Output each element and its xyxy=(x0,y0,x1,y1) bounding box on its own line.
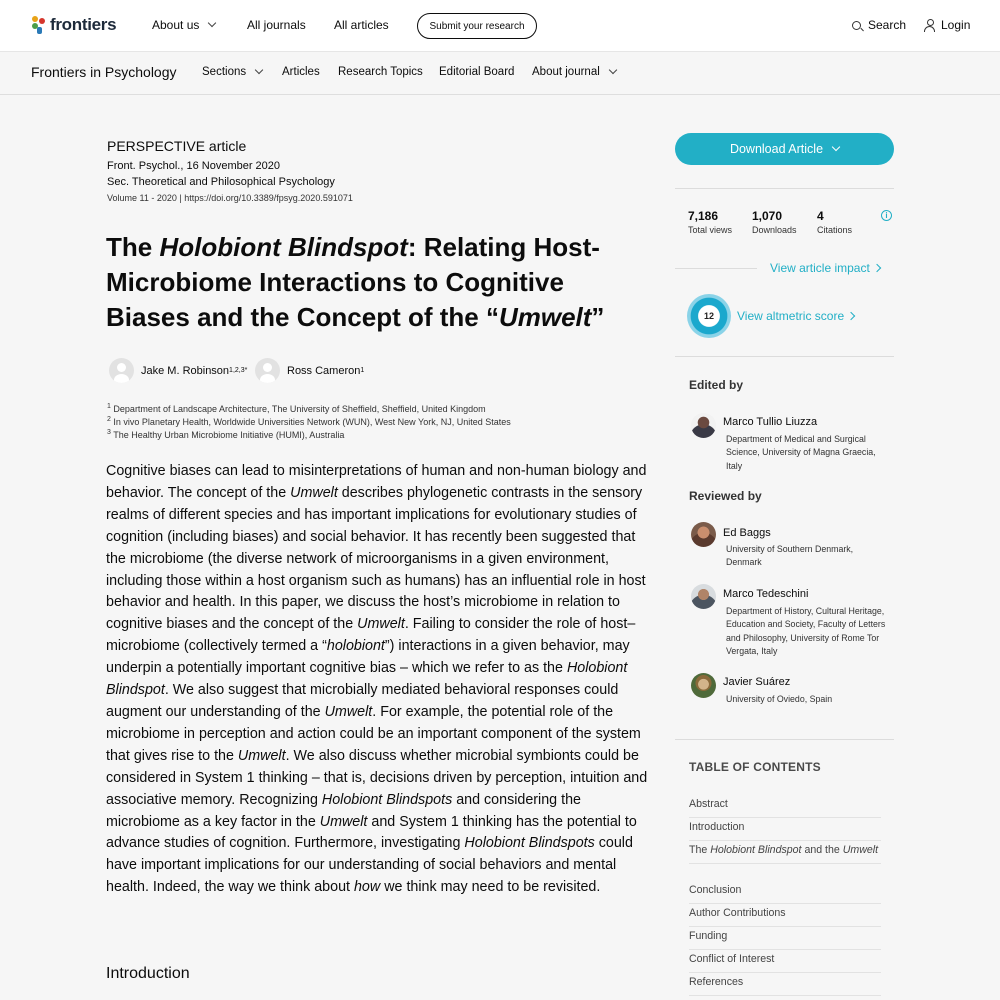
affiliation-text: The Healthy Urban Microbiome Initiative (HUMI), Australia xyxy=(113,430,345,440)
abstract-text-run: . Failing to consider the role of host–microbiome (collectively termed a “ xyxy=(106,616,636,655)
abstract-italic-run: Holobiont Blindspots xyxy=(464,835,595,852)
divider xyxy=(675,356,894,357)
toc-item-label: Author Contributions xyxy=(689,907,786,919)
toc-item-label: Funding xyxy=(689,930,728,942)
abstract-text-run: describes phylogenetic contrasts in the sensory realms of different species and has important implications for evolutionary studies of cognition (including biases) and social behavior. It has recently been suggested that the microbiome (the diverse network of microorganisms in a given environment, including those within a host organism such as humans) has an influential role in host behavior and health. In this paper, we discuss the host’s microbiome in relation to cognitive biases and the concept of the xyxy=(106,484,646,633)
toc-item[interactable] xyxy=(689,928,881,950)
journal-navigation-bar xyxy=(0,52,1000,95)
affiliation-text: In vivo Planetary Health, Worldwide Universities Network (WUN), West New York, NJ, United States xyxy=(113,417,511,427)
nav-about-us[interactable] xyxy=(152,18,215,32)
journal-nav-sections[interactable] xyxy=(202,66,262,78)
user-icon xyxy=(924,19,935,31)
abstract-italic-run: how xyxy=(353,879,381,896)
article-citation: Front. Psychol., 16 November 2020 xyxy=(107,160,281,172)
logo-text: frontiers xyxy=(50,15,117,34)
sections-label: Sections xyxy=(202,66,247,78)
stat-label: Total views xyxy=(688,225,733,235)
affiliation-number: 3 xyxy=(107,429,111,436)
impact-link-label: View article impact xyxy=(770,261,870,275)
abstract-text-run: . For example, the potential role of the microbiome in perception and action could be an important component of the system that gives rise to the xyxy=(106,703,641,764)
altmetric-link-label: View altmetric score xyxy=(737,309,845,323)
toc-item-label: Abstract xyxy=(689,798,728,810)
toc-item-label: References xyxy=(689,976,744,988)
journal-nav-about-journal[interactable] xyxy=(532,66,616,78)
chevron-right-icon xyxy=(847,312,855,320)
chevron-down-icon xyxy=(208,19,216,27)
nav-all-articles[interactable]: All articles xyxy=(334,18,389,32)
editor-affiliation: Department of Medical and Surgical Science, University of Magna Graecia, Italy xyxy=(726,434,876,471)
divider xyxy=(675,188,894,189)
stat-label: Citations xyxy=(817,225,853,235)
download-article-label: Download Article xyxy=(729,142,824,156)
chevron-down-icon xyxy=(609,66,617,74)
affiliation-1 xyxy=(107,403,486,414)
reviewer-affiliation: University of Oviedo, Spain xyxy=(726,694,833,704)
editor-name[interactable]: Marco Tullio Liuzza xyxy=(723,416,818,428)
reviewer-name[interactable]: Marco Tedeschini xyxy=(723,588,809,600)
nav-about-us-label: About us xyxy=(152,18,200,32)
stat-value: 7,186 xyxy=(688,209,719,223)
toc-item-label: Umwelt xyxy=(842,844,879,856)
section-heading-introduction: Introduction xyxy=(106,965,190,982)
abstract-italic-run: Umwelt xyxy=(319,813,368,830)
editor-avatar[interactable] xyxy=(691,413,716,438)
chevron-down-icon xyxy=(832,143,840,151)
chevron-right-icon xyxy=(873,264,881,272)
divider xyxy=(675,268,757,269)
divider xyxy=(675,739,894,740)
altmetric-badge[interactable]: 12 xyxy=(687,294,731,338)
abstract-italic-run: holobiont xyxy=(326,638,385,655)
toc-item-label: Conflict of Interest xyxy=(689,953,775,965)
toc-item-label: Holobiont Blindspot xyxy=(710,844,802,856)
search-icon xyxy=(852,21,861,30)
toc-item[interactable] xyxy=(689,796,881,818)
toc-item-label: and the xyxy=(801,844,843,856)
view-article-impact-link[interactable] xyxy=(770,261,880,275)
reviewer-avatar[interactable] xyxy=(691,584,716,609)
toc-item-label: The xyxy=(689,844,711,856)
article-title xyxy=(106,230,651,335)
login-button[interactable] xyxy=(924,18,970,32)
abstract-text-run: we think may need to be revisited. xyxy=(380,879,601,896)
abstract-italic-run: Umwelt xyxy=(237,747,286,764)
table-of-contents-heading: TABLE OF CONTENTS xyxy=(689,760,821,774)
affiliation-text: Department of Landscape Architecture, The University of Sheffield, Sheffield, United Kingdom xyxy=(113,404,486,414)
info-icon[interactable]: i xyxy=(881,210,892,221)
affiliation-3 xyxy=(107,429,344,440)
toc-item[interactable] xyxy=(689,842,881,864)
download-article-button[interactable] xyxy=(675,133,894,165)
abstract-text-run: ”) interactions in a given behavior, may underpin a potentially important cognitive bias – which we refer to as the xyxy=(106,638,630,677)
toc-item[interactable] xyxy=(689,882,881,904)
toc-item[interactable] xyxy=(689,905,881,927)
author-ross-cameron[interactable] xyxy=(255,358,364,383)
view-altmetric-score-link[interactable] xyxy=(737,309,854,323)
chevron-down-icon xyxy=(255,66,263,74)
reviewer-affiliation: Department of History, Cultural Heritage, Education and Society, Faculty of Letters and Philosophy, University of Rome Tor Vergata, Italy xyxy=(726,606,886,656)
stat-total-views xyxy=(688,209,732,235)
journal-nav-editorial-board[interactable]: Editorial Board xyxy=(439,66,515,78)
journal-nav-research-topics[interactable]: Research Topics xyxy=(338,66,423,78)
abstract-text-run: Cognitive biases can lead to misinterpretations of human and non-human biology and behavior. The concept of the xyxy=(106,463,647,501)
toc-item[interactable] xyxy=(689,819,881,841)
reviewer-avatar[interactable] xyxy=(691,673,716,698)
abstract-italic-run: Holobiont Blindspots xyxy=(321,791,453,808)
affiliation-number: 2 xyxy=(107,416,111,423)
reviewer-affiliation: University of Southern Denmark, Denmark xyxy=(726,544,854,568)
login-label: Login xyxy=(941,18,971,32)
toc-item[interactable] xyxy=(689,951,881,973)
nav-all-journals[interactable]: All journals xyxy=(247,18,306,32)
affiliation-2 xyxy=(107,416,511,427)
abstract-text-run: could have important implications for our understanding of social behaviors and mental health. Indeed, the way we think about xyxy=(106,835,633,896)
reviewer-avatar[interactable] xyxy=(691,522,716,547)
stat-citations xyxy=(817,209,852,235)
title-part: : Relating Host-Microbiome Interactions to Cognitive Biases and the Concept of the “ xyxy=(106,232,600,332)
abstract-text-run: and considering the microbiome as a key factor in the xyxy=(106,791,581,830)
stat-value: 4 xyxy=(817,209,824,223)
abstract-italic-run: Umwelt xyxy=(357,616,405,633)
author-name: Jake M. Robinson xyxy=(141,364,230,377)
toc-item-label: Introduction xyxy=(689,821,745,833)
toc-item-label: Conclusion xyxy=(689,884,742,896)
article-type: PERSPECTIVE article xyxy=(107,138,247,154)
abstract-italic-run: Umwelt xyxy=(324,703,373,720)
search-label: Search xyxy=(868,18,907,32)
reviewer-name[interactable]: Ed Baggs xyxy=(723,527,771,539)
abstract-text-run: . We also discuss whether microbial symbionts could be considered in System 1 thinking – that is, decisions driven by perception, intuition and associative memory. Recognizing xyxy=(106,747,648,808)
reviewer-name[interactable]: Javier Suárez xyxy=(723,676,791,688)
journal-nav-articles[interactable]: Articles xyxy=(282,66,320,78)
about-journal-label: About journal xyxy=(532,66,600,78)
title-part-italic: Umwelt xyxy=(498,302,592,332)
abstract-text-run: . We also suggest that microbially mediated behavioral responses could augment our understanding of the xyxy=(106,682,619,720)
abstract-text-run: and System 1 thinking has the potential to advance studies of cognition. Furthermore, investigating xyxy=(106,813,637,852)
avatar-placeholder-icon xyxy=(255,358,280,383)
author-affiliation-marks: 1,2,3* xyxy=(229,367,248,374)
affiliation-number: 1 xyxy=(107,403,111,410)
reviewed-by-heading: Reviewed by xyxy=(689,489,762,503)
edited-by-heading: Edited by xyxy=(689,378,744,392)
title-part-italic: Holobiont Blindspot xyxy=(159,232,408,262)
frontiers-logo-icon xyxy=(32,16,46,34)
author-jake-robinson[interactable] xyxy=(109,358,247,383)
title-part: The xyxy=(106,232,160,262)
abstract-italic-run: Umwelt xyxy=(290,484,338,501)
submit-research-button[interactable]: Submit your research xyxy=(417,13,537,39)
author-affiliation-marks: 1 xyxy=(360,367,365,374)
stat-value: 1,070 xyxy=(752,209,783,223)
author-name: Ross Cameron xyxy=(287,364,361,377)
article-volume-doi[interactable]: Volume 11 - 2020 | https://doi.org/10.3389/fpsyg.2020.591071 xyxy=(107,193,353,203)
search-button[interactable] xyxy=(852,18,906,32)
stat-downloads xyxy=(752,209,797,235)
frontiers-logo[interactable] xyxy=(32,15,116,35)
article-section: Sec. Theoretical and Philosophical Psychology xyxy=(107,176,335,188)
top-navigation-bar xyxy=(0,0,1000,52)
toc-item[interactable] xyxy=(689,974,881,996)
title-part: ” xyxy=(591,302,605,332)
article-abstract xyxy=(106,461,654,899)
journal-name-link[interactable]: Frontiers in Psychology xyxy=(31,64,177,80)
avatar-placeholder-icon xyxy=(109,358,134,383)
stat-label: Downloads xyxy=(752,225,797,235)
abstract-italic-run: Holobiont Blindspot xyxy=(106,660,628,699)
